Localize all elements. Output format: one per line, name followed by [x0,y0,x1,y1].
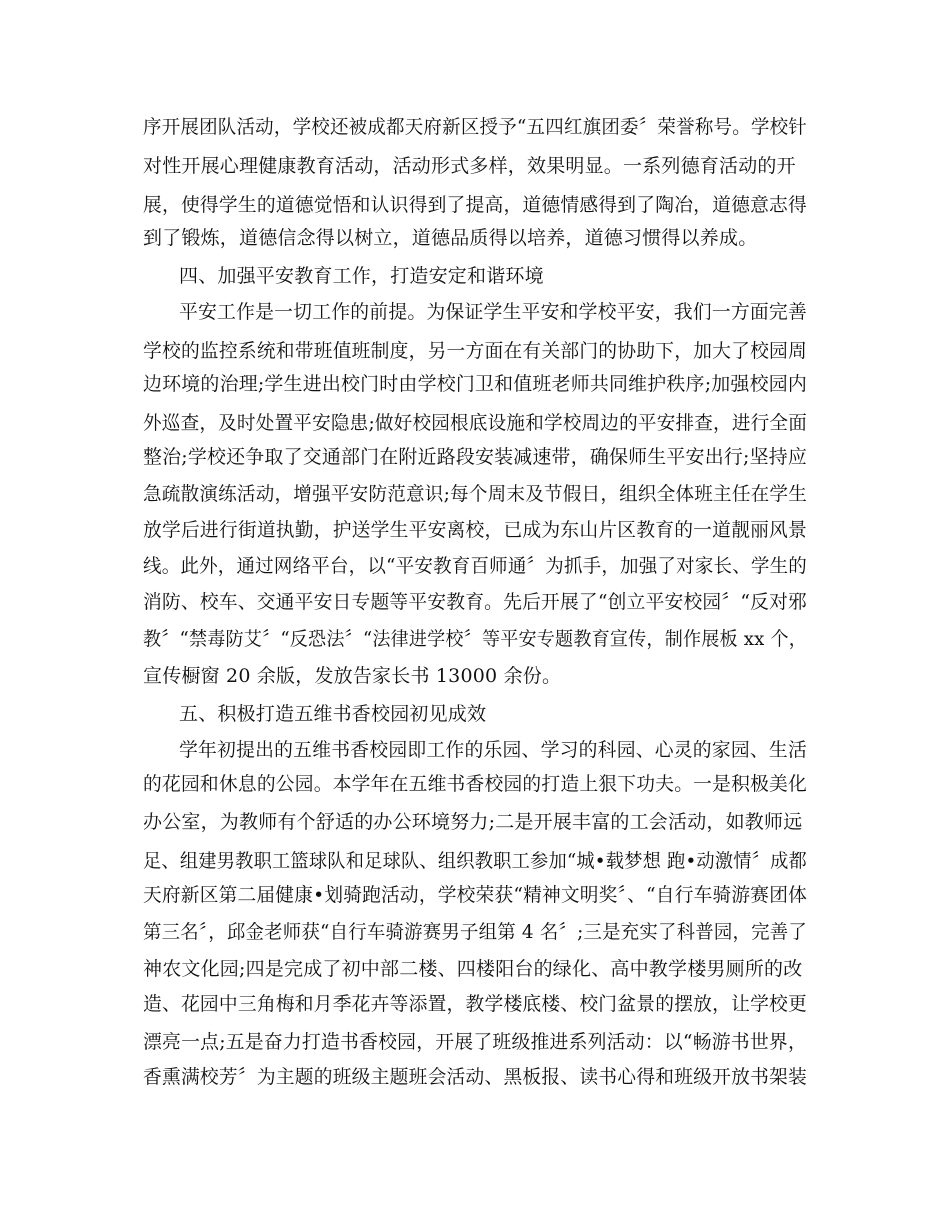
text-line-content: 对性开展心理健康教育活动，活动形式多样，效果明显。一系列德育活动的开 [143,155,796,177]
text-line-content: 漂亮一点;五是奋力打造书香校园，开展了班级推进系列活动：以“畅游书世界， [143,1031,807,1053]
text-line-content: 到了锻炼，道德信念得以树立，道德品质得以培养，道德习惯得以养成。 [143,227,758,249]
text-line-content: 平安工作是一切工作的前提。为保证学生平安和学校平安，我们一方面完善 [179,301,807,323]
text-line-content: 神农文化园;四是完成了初中部二楼、四楼阳台的绿化、高中教学楼男厕所的改 [143,958,803,980]
text-line-content: 的花园和休息的公园。本学年在五维书香校园的打造上狠下功夫。一是积极美化 [143,773,807,795]
text-line-content: 急疏散演练活动，增强平安防范意识;每个周末及节假日，组织全体班主任在学生 [143,483,807,505]
text-line-content: 外巡查，及时处置平安隐患;做好校园根底设施和学校周边的平安排查，进行全面 [143,412,807,434]
text-line-content: 天府新区第二届健康•划骑跑活动，学校荣获“精神文明奖〞、“自行车骑游赛团体 [143,884,807,906]
text-line-content: 边环境的治理;学生进出校门时由学校门卫和值班老师共同维护秩序;加强校园内 [143,373,807,395]
text-line-content: 学年初提出的五维书香校园即工作的乐园、学习的科园、心灵的家园、生活 [179,739,807,761]
text-line-content: 足、组建男教职工篮球队和足球队、组织教职工参加“城•载梦想 跑•动激情〞成都 [143,850,807,872]
text-line-content: 造、花园中三角梅和月季花卉等添置，教学楼底楼、校门盆景的摆放，让学校更 [143,993,807,1015]
text-line-content: 学校的监控系统和带班值班制度，另一方面在有关部门的协助下，加大了校园周 [143,340,807,362]
text-line-content: 整治;学校还争取了交通部门在附近路段安装减速带，确保师生平安出行;坚持应 [143,446,807,468]
text-line-content: 放学后进行街道执勤，护送学生平安离校，已成为东山片区教育的一道靓丽风景 [143,519,807,541]
section-heading-text: 四、加强平安教育工作，打造安定和谐环境 [179,265,544,287]
text-line-content: 办公室，为教师有个舒适的办公环境努力;二是开展丰富的工会活动，如教师远 [143,811,803,833]
text-line-content: 香熏满校芳〞为主题的班级主题班会活动、黑板报、读书心得和班级开放书架装 [143,1066,807,1088]
text-line-content: 教〞“禁毒防艾〞“反恐法〞“法律进学校〞等平安专题教育宣传，制作展板 xx 个， [143,628,807,650]
text-line-content: 线。此外，通过网络平台，以“平安教育百师通〞为抓手，加强了对家长、学生的 [143,555,807,577]
text-line-content: 展，使得学生的道德觉悟和认识得到了提高，道德情感得到了陶冶，道德意志得 [143,194,807,216]
text-line-content: 序开展团队活动，学校还被成都天府新区授予“五四红旗团委〞荣誉称号。学校针 [143,116,807,138]
section-heading-text: 五、积极打造五维书香校园初见成效 [179,703,487,725]
text-line-content: 宣传橱窗 20 余版，发放告家长书 13000 余份。 [143,665,562,687]
text-line-content: 第三名〞，邱金老师获“自行车骑游赛男子组第 4 名〞;三是充实了科普园，完善了 [143,921,807,943]
text-line-content: 消防、校车、交通平安日专题等平安教育。先后开展了“创立平安校园〞“反对邪 [143,591,807,613]
